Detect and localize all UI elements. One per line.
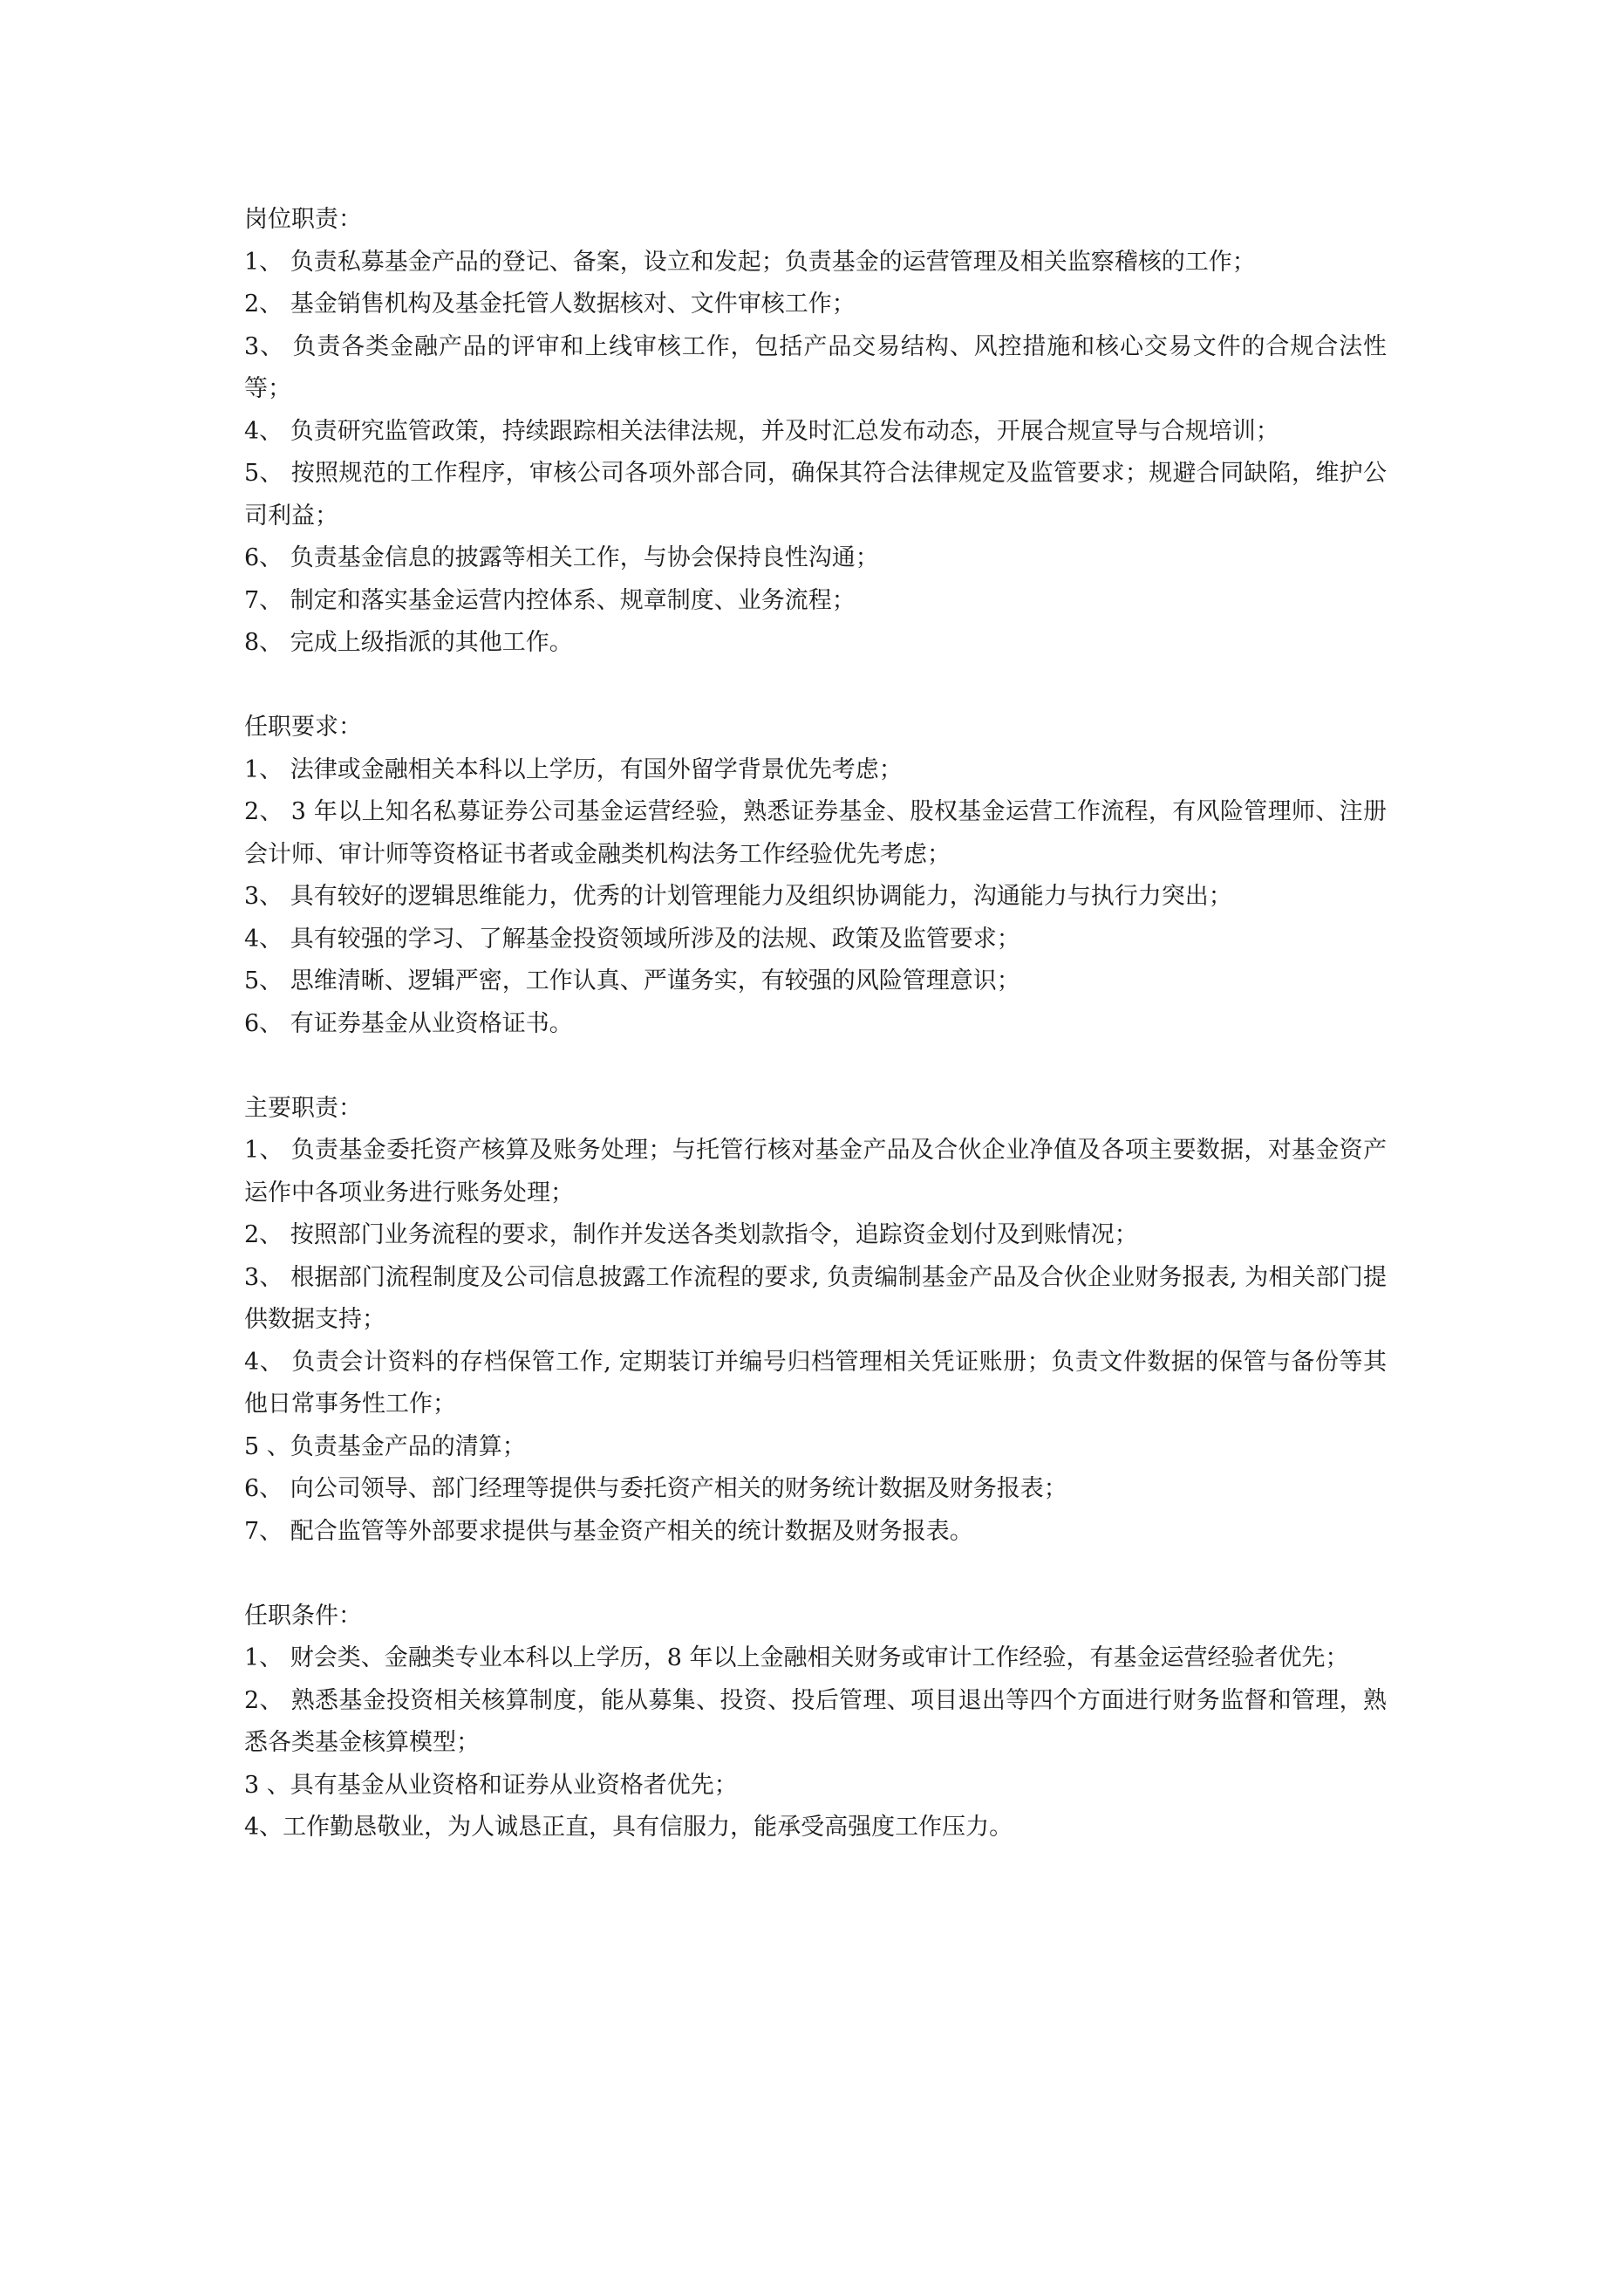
- list-item: 2、 按照部门业务流程的要求，制作并发送各类划款指令，追踪资金划付及到账情况；: [244, 1221, 1138, 1248]
- section-job-duties: [244, 199, 1387, 665]
- list-item: 4、 负责研究监管政策，持续跟踪相关法律法规，并及时汇总发布动态，开展合规宣导与合规培训；: [244, 417, 1279, 445]
- list-item: 2、 3 年以上知名私募证券公司基金运营经验，熟悉证券基金、股权基金运营工作流程，有风险管理师、注册会计师、审计师等资格证书者或金融类机构法务工作经验优先考虑；: [244, 798, 1387, 868]
- list-item: 1、 负责基金委托资产核算及账务处理；与托管行核对基金产品及合伙企业净值及各项主要数据，对基金资产运作中各项业务进行账务处理；: [244, 1137, 1387, 1206]
- list-item: 2、 基金销售机构及基金托管人数据核对、文件审核工作；: [244, 290, 856, 318]
- list-item: 4、 具有较强的学习、了解基金投资领域所涉及的法规、政策及监管要求；: [244, 925, 1020, 953]
- list-item: 1、 负责私募基金产品的登记、备案，设立和发起；负责基金的运营管理及相关监察稽核的工作；: [244, 248, 1256, 276]
- list-item: 6、 有证券基金从业资格证书。: [244, 1009, 573, 1037]
- list-item: 5、 思维清晰、逻辑严密，工作认真、严谨务实，有较强的风险管理意识；: [244, 967, 1020, 994]
- list-item: 5 、负责基金产品的清算；: [244, 1432, 526, 1460]
- section-title: 任职条件：: [244, 1602, 362, 1630]
- list-item: 3、 根据部门流程制度及公司信息披露工作流程的要求, 负责编制基金产品及合伙企业财务报表, 为相关部门提供数据支持；: [244, 1263, 1387, 1333]
- list-item: 5、 按照规范的工作程序，审核公司各项外部合同，确保其符合法律规定及监管要求；规避合同缺陷，维护公司利益；: [244, 460, 1387, 530]
- document-body: [244, 199, 1387, 1849]
- list-item: 8、 完成上级指派的其他工作。: [244, 629, 573, 656]
- section-title: 任职要求：: [244, 714, 362, 741]
- list-item: 1、 法律或金融相关本科以上学历，有国外留学背景优先考虑；: [244, 755, 903, 783]
- list-item: 7、 配合监管等外部要求提供与基金资产相关的统计数据及财务报表。: [244, 1517, 973, 1545]
- list-item: 7、 制定和落实基金运营内控体系、规章制度、业务流程；: [244, 586, 856, 614]
- list-item: 3、 负责各类金融产品的评审和上线审核工作，包括产品交易结构、风控措施和核心交易文件的合规合法性等；: [244, 332, 1387, 402]
- list-item: 4、工作勤恳敬业，为人诚恳正直，具有信服力，能承受高强度工作压力。: [244, 1814, 1013, 1841]
- list-item: 2、 熟悉基金投资相关核算制度，能从募集、投资、投后管理、项目退出等四个方面进行财务监督和管理，熟悉各类基金核算模型；: [244, 1686, 1387, 1756]
- section-qualifications: [244, 1596, 1387, 1849]
- list-item: 6、 负责基金信息的披露等相关工作，与协会保持良性沟通；: [244, 544, 879, 571]
- list-item: 4、 负责会计资料的存档保管工作, 定期装订并编号归档管理相关凭证账册；负责文件数据的保管与备份等其他日常事务性工作；: [244, 1348, 1387, 1418]
- section-title: 岗位职责：: [244, 206, 362, 233]
- list-item: 6、 向公司领导、部门经理等提供与委托资产相关的财务统计数据及财务报表；: [244, 1475, 1067, 1502]
- list-item: 3、 具有较好的逻辑思维能力，优秀的计划管理能力及组织协调能力，沟通能力与执行力突出；: [244, 883, 1232, 910]
- list-item: 3 、具有基金从业资格和证券从业资格者优先；: [244, 1771, 738, 1799]
- list-item: 1、 财会类、金融类专业本科以上学历，8 年以上金融相关财务或审计工作经验，有基金运营经验者优先；: [244, 1644, 1349, 1671]
- section-job-requirements: [244, 707, 1387, 1045]
- section-title: 主要职责：: [244, 1094, 362, 1122]
- section-main-duties: [244, 1088, 1387, 1554]
